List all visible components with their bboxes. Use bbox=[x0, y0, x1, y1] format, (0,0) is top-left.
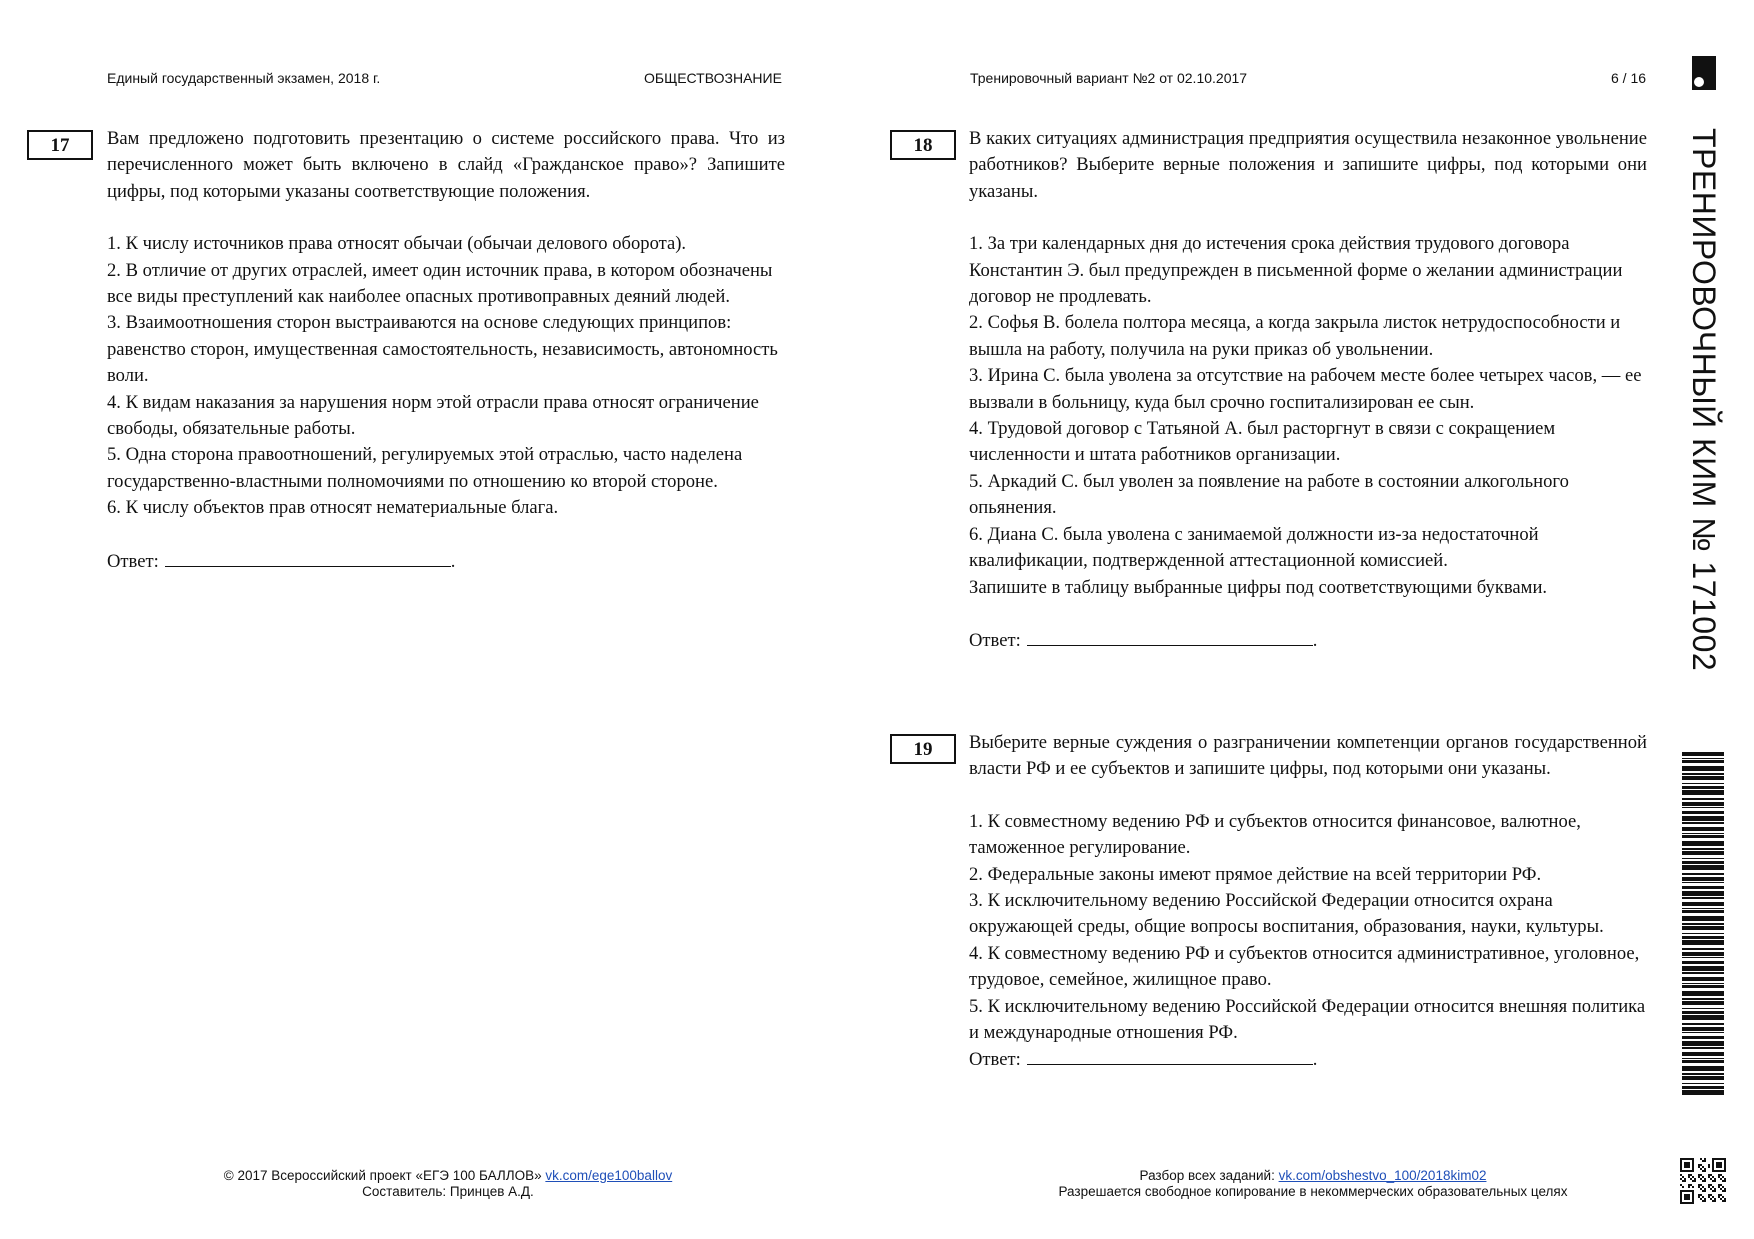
question-19-option: 3. К исключительному ведению Российской Федерации относится охрана окружающей среды, общие вопросы воспитания, образования, науки, культуры. bbox=[969, 890, 1604, 938]
question-19-intro: Выберите верные суждения о разграничении компетенции органов государственной власти РФ и ее субъектов и запишите цифры, под которыми они указаны. bbox=[969, 732, 1647, 780]
question-19-answer: Ответ: . bbox=[969, 1046, 1647, 1073]
footer-analysis-label: Разбор всех заданий: bbox=[1139, 1168, 1275, 1183]
question-17-option: 2. В отличие от других отраслей, имеет один источник права, в котором обозначены все виды преступлений как наиболее опасных противоправных деяний людей. bbox=[107, 259, 773, 308]
answer-line[interactable] bbox=[1027, 1046, 1313, 1065]
question-18-intro: В каких ситуациях администрация предприятия осуществила незаконное увольнение работников? Выберите верные положения и запишите цифры, под которыми они указаны. bbox=[969, 128, 1647, 202]
qr-code-icon bbox=[1680, 1158, 1726, 1204]
answer-label: Ответ: bbox=[107, 550, 159, 572]
question-19-number-box: 19 bbox=[890, 734, 956, 764]
footer-right bbox=[1000, 1168, 1626, 1200]
footer-copyright: © 2017 Всероссийский проект «ЕГЭ 100 БАЛЛОВ» bbox=[223, 1168, 542, 1183]
question-18-option: 4. Трудовой договор с Татьяной А. был расторгнут в связи с сокращением численности и штата работников организации. bbox=[969, 418, 1556, 466]
question-19-option: 5. К исключительному ведению Российской Федерации относится внешняя политика и международные отношения РФ. bbox=[969, 995, 1646, 1044]
question-19-option: 4. К совместному ведению РФ и субъектов относится административное, уголовное, трудовое, семейное, жилищное право. bbox=[969, 942, 1640, 991]
header-variant: Тренировочный вариант №2 от 02.10.2017 bbox=[970, 70, 1248, 86]
question-19-option: 2. Федеральные законы имеют прямое действие на всей территории РФ. bbox=[969, 863, 1542, 885]
question-18-option: 2. Софья В. болела полтора месяца, а когда закрыла листок нетрудоспособности и вышла на работу, получила на руки приказ об увольнении. bbox=[969, 312, 1621, 360]
footer-copy-note: Разрешается свободное копирование в некоммерческих образовательных целях bbox=[1058, 1184, 1568, 1199]
header-page-number: 6 / 16 bbox=[1611, 70, 1647, 86]
question-17-option: 3. Взаимоотношения сторон выстраиваются на основе следующих принципов: равенство сторон, имущественная самостоятельность, независимость, автономность воли. bbox=[107, 312, 778, 387]
footer-analysis-link[interactable]: vk.com/obshestvo_100/2018kim02 bbox=[1278, 1168, 1487, 1183]
header-subject: ОБЩЕСТВОЗНАНИЕ bbox=[644, 70, 782, 86]
answer-label: Ответ: bbox=[969, 629, 1021, 651]
question-17-option: 1. К числу источников права относят обычаи (обычаи делового оборота). bbox=[107, 233, 687, 255]
question-18-options bbox=[969, 231, 1647, 601]
logo-icon bbox=[1690, 56, 1718, 90]
question-17 bbox=[107, 126, 785, 575]
question-18-answer: Ответ: . bbox=[969, 627, 1647, 654]
question-18-option: 3. Ирина С. была уволена за отсутствие на рабочем месте более четырех часов, — ее вызвали в больницу, куда был срочно госпитализирован ее сын. bbox=[969, 365, 1642, 413]
question-18-option: 5. Аркадий С. был уволен за появление на работе в состоянии алкогольного опьянения. bbox=[969, 470, 1569, 519]
question-17-intro: Вам предложено подготовить презентацию о системе российского права. Что из перечисленного может быть включено в слайд «Гражданское право»? Запишите цифры, под которыми указаны соответствующие положения. bbox=[107, 128, 785, 202]
footer-left bbox=[200, 1168, 696, 1200]
question-18-option: 6. Диана С. была уволена с занимаемой должности из-за недостаточной квалификации, подтвержденной аттестационной комиссией. bbox=[969, 523, 1539, 572]
question-17-answer: Ответ: . bbox=[107, 548, 785, 575]
footer-author: Составитель: Принцев А.Д. bbox=[362, 1184, 534, 1199]
question-19-option: 1. К совместному ведению РФ и субъектов относится финансовое, валютное, таможенное регулирование. bbox=[969, 810, 1581, 859]
answer-label: Ответ: bbox=[969, 1049, 1021, 1071]
answer-line[interactable] bbox=[165, 548, 451, 567]
question-17-option: 4. К видам наказания за нарушения норм этой отрасли права относят ограничение свободы, обязательные работы. bbox=[107, 391, 759, 440]
footer-vk-link[interactable]: vk.com/ege100ballov bbox=[545, 1168, 673, 1183]
question-18-option: 1. За три календарных дня до истечения срока действия трудового договора Константин Э. был предупрежден в письменной форме о желании администрации договор не продлевать. bbox=[969, 233, 1623, 308]
question-17-number-box: 17 bbox=[27, 130, 93, 160]
question-18-number-box: 18 bbox=[890, 130, 956, 160]
vertical-title: ТРЕНИРОВОЧНЫЙ КИМ № 171002 bbox=[1686, 128, 1722, 672]
question-19-options bbox=[969, 809, 1647, 1047]
question-17-option: 6. К числу объектов прав относят нематериальные блага. bbox=[107, 497, 559, 519]
question-18 bbox=[969, 126, 1647, 654]
footer-analysis-line bbox=[1000, 1168, 1626, 1184]
question-17-option: 5. Одна сторона правоотношений, регулируемых этой отраслью, часто наделена государственно-властными полномочиями по отношению ко второй стороне. bbox=[107, 444, 743, 492]
header-exam: Единый государственный экзамен, 2018 г. bbox=[107, 70, 381, 86]
question-18-instruction: Запишите в таблицу выбранные цифры под соответствующими буквами. bbox=[969, 576, 1548, 598]
answer-line[interactable] bbox=[1027, 627, 1313, 646]
barcode-icon bbox=[1682, 752, 1724, 1100]
footer-copyright-line bbox=[200, 1168, 696, 1184]
question-19 bbox=[969, 730, 1647, 1074]
question-17-options bbox=[107, 231, 785, 521]
